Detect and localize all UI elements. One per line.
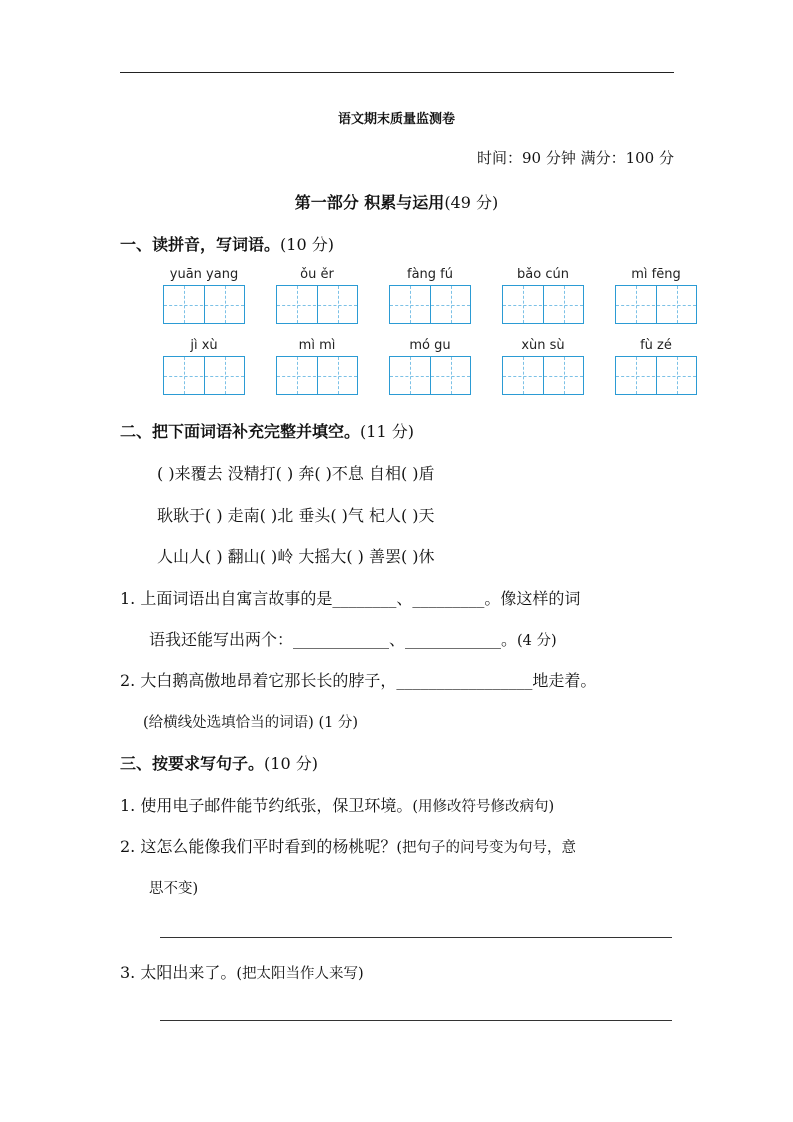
section-3-title: 三、按要求写句子。 xyxy=(120,754,265,773)
question-2-1-text: 语我还能写出两个：____________、____________。 xyxy=(149,630,518,649)
question-3-3-text: 3. 太阳出来了。 xyxy=(120,963,237,982)
section-1-heading xyxy=(120,232,334,255)
section-2-score: (11 分) xyxy=(360,422,414,441)
pinyin-label: mì mì xyxy=(298,338,336,353)
writing-grid-box[interactable] xyxy=(615,356,697,395)
question-3-2 xyxy=(120,834,576,857)
section-1-title: 一、读拼音，写词语。 xyxy=(120,235,281,254)
idiom-line-3: 人山人( ) 翻山( )岭 大摇大( ) 善罢( )休 xyxy=(157,547,435,566)
section-1-score: (10 分) xyxy=(280,235,334,254)
writing-grid-box[interactable] xyxy=(276,356,358,395)
question-3-2-note: (把句子的问号变为句号，意 xyxy=(396,840,577,856)
pinyin-label: bǎo cún xyxy=(517,267,569,282)
question-2-1: 1. 上面词语出自寓言故事的是________、_________。像这样的词 xyxy=(120,589,581,608)
question-2-2-hint: (给横线处选填恰当的词语) xyxy=(143,715,314,731)
question-2-2-note xyxy=(143,711,358,732)
writing-grid-box[interactable] xyxy=(163,356,245,395)
page-title: 语文期末质量监测卷 xyxy=(337,112,455,127)
pinyin-label: xùn sù xyxy=(521,338,565,353)
pinyin-label: fù zé xyxy=(640,338,672,353)
question-2-2: 2. 大白鹅高傲地昂着它那长长的脖子，_________________地走着。 xyxy=(120,671,597,690)
question-3-1 xyxy=(120,793,554,816)
section-3-score: (10 分) xyxy=(264,754,318,773)
question-3-3 xyxy=(120,960,364,983)
idiom-line-1: ( )来覆去 没精打( ) 奔( )不息 自相( )盾 xyxy=(157,464,435,483)
writing-grid-box[interactable] xyxy=(389,285,471,324)
question-2-2-score: (1 分) xyxy=(318,715,359,731)
pinyin-label: ǒu ěr xyxy=(300,267,334,282)
writing-grid-box[interactable] xyxy=(502,285,584,324)
pinyin-label: mì fēng xyxy=(631,267,681,282)
question-3-2-text: 2. 这怎么能像我们平时看到的杨桃呢？ xyxy=(120,837,397,856)
section-2-title: 二、把下面词语补充完整并填空。 xyxy=(120,422,361,441)
question-2-1-cont xyxy=(149,627,557,650)
part-label: 第一部分 积累与运用 xyxy=(294,193,445,212)
exam-meta: 时间：90 分钟 满分：100 分 xyxy=(476,149,674,167)
writing-grid-box[interactable] xyxy=(389,356,471,395)
answer-line[interactable] xyxy=(160,1020,672,1021)
question-3-3-note: (把太阳当作人来写) xyxy=(236,966,364,982)
idiom-line-2: 耿耿于( ) 走南( )北 垂头( )气 杞人( )天 xyxy=(157,506,435,525)
writing-grid-box[interactable] xyxy=(502,356,584,395)
writing-grid-box[interactable] xyxy=(163,285,245,324)
question-3-1-text: 1. 使用电子邮件能节约纸张，保卫环境。 xyxy=(120,796,413,815)
pinyin-label: fàng fú xyxy=(407,267,453,282)
pinyin-label: yuān yang xyxy=(169,267,239,282)
top-rule xyxy=(120,72,674,73)
section-3-heading xyxy=(120,751,318,774)
pinyin-label: jì xù xyxy=(190,338,218,353)
part-heading xyxy=(0,190,793,213)
writing-grid-box[interactable] xyxy=(615,285,697,324)
part-score: (49 分) xyxy=(444,193,499,212)
question-3-2-note-cont: 思不变) xyxy=(149,881,199,897)
question-2-1-score: (4 分) xyxy=(517,633,557,649)
answer-line[interactable] xyxy=(160,937,672,938)
writing-grid-box[interactable] xyxy=(276,285,358,324)
question-3-1-note: (用修改符号修改病句) xyxy=(412,799,555,815)
pinyin-label: mó gu xyxy=(409,338,451,353)
section-2-heading xyxy=(120,419,414,442)
